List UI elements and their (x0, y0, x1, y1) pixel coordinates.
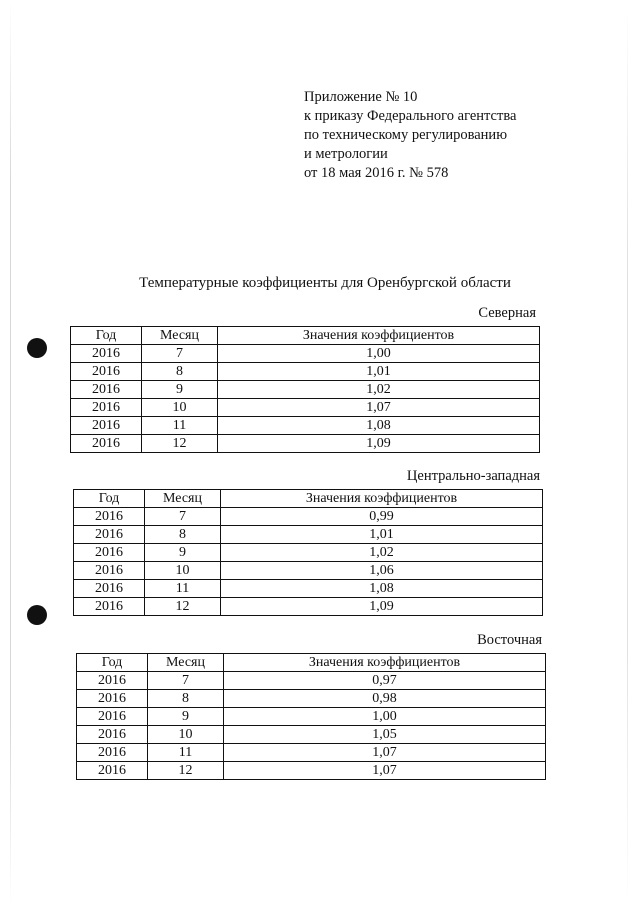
table-row (74, 580, 543, 598)
appendix-line: Приложение № 10 (304, 89, 418, 105)
cell-year: 2016 (74, 580, 145, 598)
cell-value: 1,07 (218, 399, 540, 417)
column-header-month: Месяц (148, 654, 224, 672)
table-row (71, 435, 540, 453)
cell-month: 7 (148, 672, 224, 690)
table-row (74, 544, 543, 562)
cell-year: 2016 (77, 708, 148, 726)
cell-value: 1,00 (218, 345, 540, 363)
cell-value: 1,09 (218, 435, 540, 453)
cell-year: 2016 (71, 399, 142, 417)
region-heading-east: Восточная (477, 632, 542, 648)
cell-value: 0,97 (224, 672, 546, 690)
column-header-month: Месяц (142, 327, 218, 345)
coefficients-table-east (76, 653, 546, 780)
cell-year: 2016 (71, 435, 142, 453)
table-row (77, 708, 546, 726)
page-edge-right (627, 0, 628, 905)
appendix-line-date: от 18 мая 2016 г. № 578 (304, 165, 449, 181)
cell-month: 8 (142, 363, 218, 381)
region-heading-central-west: Центрально-западная (406, 468, 540, 484)
coefficients-table-north (70, 326, 540, 453)
table-row (71, 399, 540, 417)
cell-month: 11 (142, 417, 218, 435)
document-title: Температурные коэффициенты для Оренбургской области (139, 275, 511, 291)
table-header-row (77, 654, 546, 672)
cell-value: 1,05 (224, 726, 546, 744)
table-row (71, 417, 540, 435)
cell-month: 8 (148, 690, 224, 708)
page-edge-left (10, 0, 11, 905)
cell-year: 2016 (74, 544, 145, 562)
cell-month: 12 (145, 598, 221, 616)
cell-value: 1,02 (221, 544, 543, 562)
column-header-value: Значения коэффициентов (224, 654, 546, 672)
cell-month: 12 (148, 762, 224, 780)
table-row (74, 526, 543, 544)
cell-value: 1,01 (221, 526, 543, 544)
table-row (71, 363, 540, 381)
cell-value: 0,99 (221, 508, 543, 526)
cell-month: 7 (145, 508, 221, 526)
cell-month: 7 (142, 345, 218, 363)
cell-year: 2016 (71, 363, 142, 381)
table-row (74, 598, 543, 616)
cell-value: 1,00 (224, 708, 546, 726)
cell-year: 2016 (77, 762, 148, 780)
appendix-line: к приказу Федерального агентства (304, 108, 517, 124)
table-header-row (71, 327, 540, 345)
cell-value: 1,08 (221, 580, 543, 598)
cell-month: 10 (148, 726, 224, 744)
cell-month: 10 (142, 399, 218, 417)
punch-hole-bottom (27, 605, 47, 625)
cell-month: 9 (148, 708, 224, 726)
cell-value: 1,07 (224, 762, 546, 780)
coefficients-table-central-west (73, 489, 543, 616)
cell-month: 11 (148, 744, 224, 762)
cell-month: 10 (145, 562, 221, 580)
cell-year: 2016 (74, 508, 145, 526)
appendix-line: по техническому регулированию (304, 127, 508, 143)
table-row (71, 381, 540, 399)
cell-value: 1,09 (221, 598, 543, 616)
appendix-reference (304, 88, 516, 183)
cell-value: 1,08 (218, 417, 540, 435)
region-heading-north: Северная (478, 305, 536, 321)
column-header-year: Год (71, 327, 142, 345)
table-row (77, 690, 546, 708)
column-header-year: Год (74, 490, 145, 508)
cell-value: 1,06 (221, 562, 543, 580)
cell-month: 11 (145, 580, 221, 598)
cell-month: 9 (142, 381, 218, 399)
table-header-row (74, 490, 543, 508)
column-header-value: Значения коэффициентов (221, 490, 543, 508)
cell-month: 8 (145, 526, 221, 544)
cell-year: 2016 (77, 672, 148, 690)
cell-year: 2016 (71, 381, 142, 399)
cell-value: 0,98 (224, 690, 546, 708)
column-header-month: Месяц (145, 490, 221, 508)
cell-value: 1,01 (218, 363, 540, 381)
table-row (74, 562, 543, 580)
cell-month: 9 (145, 544, 221, 562)
table-row (77, 726, 546, 744)
cell-year: 2016 (71, 345, 142, 363)
cell-year: 2016 (71, 417, 142, 435)
table-row (71, 345, 540, 363)
cell-year: 2016 (77, 726, 148, 744)
cell-value: 1,02 (218, 381, 540, 399)
table-row (77, 672, 546, 690)
punch-hole-top (27, 338, 47, 358)
cell-year: 2016 (74, 598, 145, 616)
table-row (77, 744, 546, 762)
cell-year: 2016 (77, 690, 148, 708)
table-row (77, 762, 546, 780)
cell-year: 2016 (74, 526, 145, 544)
appendix-line: и метрологии (304, 146, 388, 162)
cell-year: 2016 (77, 744, 148, 762)
column-header-value: Значения коэффициентов (218, 327, 540, 345)
cell-year: 2016 (74, 562, 145, 580)
column-header-year: Год (77, 654, 148, 672)
cell-value: 1,07 (224, 744, 546, 762)
cell-month: 12 (142, 435, 218, 453)
table-row (74, 508, 543, 526)
